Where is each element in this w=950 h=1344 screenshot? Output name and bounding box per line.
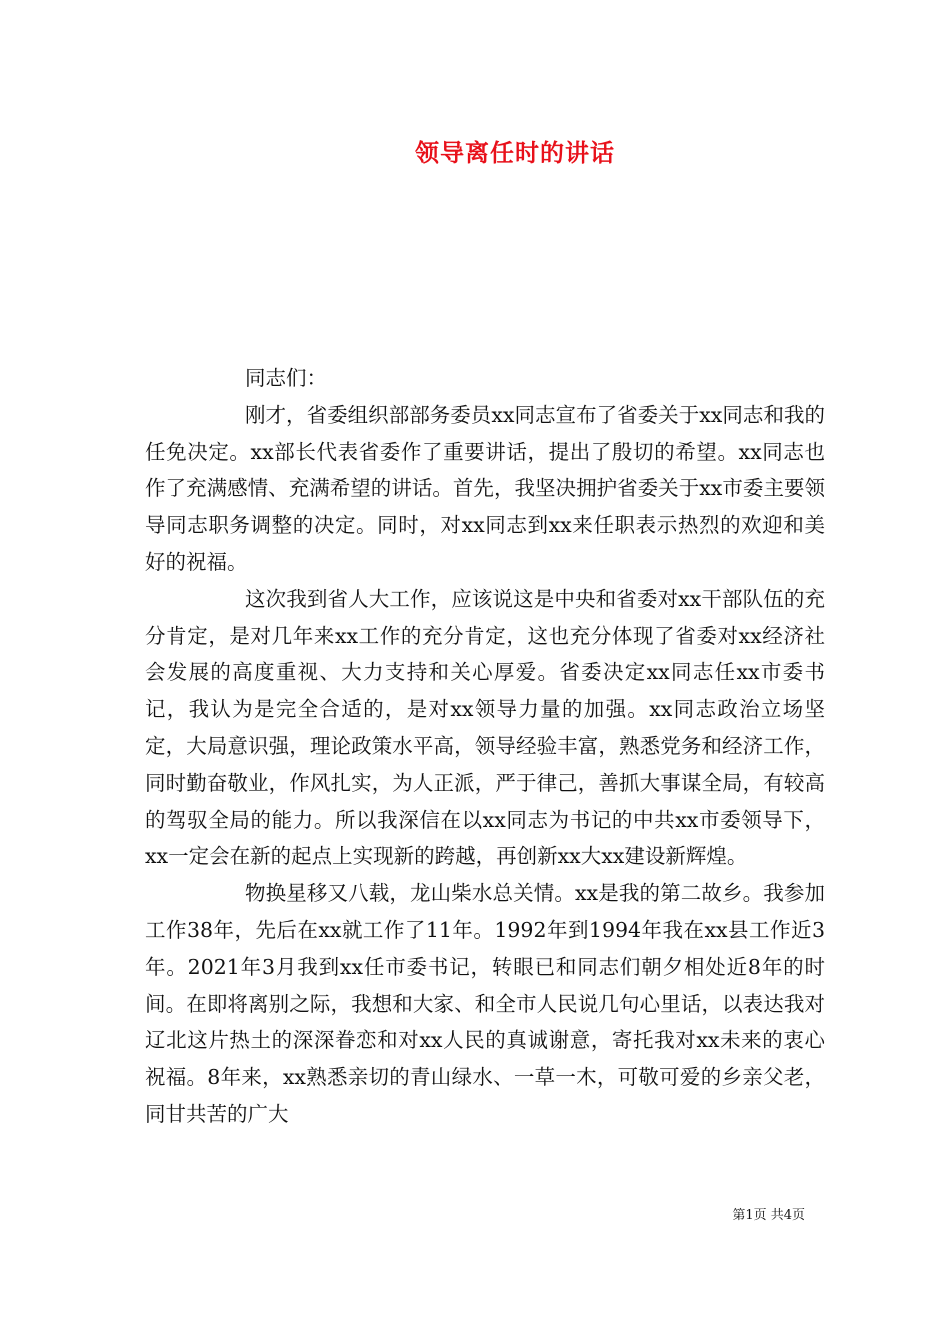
greeting-line: 同志们：	[245, 366, 327, 390]
document-title: 领导离任时的讲话	[415, 138, 615, 167]
body-paragraph: 这次我到省人大工作，应该说这是中央和省委对xx干部队伍的充分肯定，是对几年来xx工作的充分肯定，这也充分体现了省委对xx经济社会发展的高度重视、大力支持和关心厚爱。省委决定xx同志任xx市委书记，我认为是完全合适的，是对xx领导力量的加强。xx同志政治立场坚定，大局意识强，理论政策水平高，领导经验丰富，熟悉党务和经济工作，同时勤奋敬业，作风扎实，为人正派，严于律己，善抓大事谋全局，有较高的驾驭全局的能力。所以我深信在以xx同志为书记的中共xx市委领导下，xx一定会在新的起点上实现新的跨越，再创新xx大xx建设新辉煌。	[145, 586, 825, 869]
document-body	[145, 360, 825, 1133]
body-paragraph: 刚才，省委组织部部务委员xx同志宣布了省委关于xx同志和我的任免决定。xx部长代表省委作了重要讲话，提出了殷切的希望。xx同志也作了充满感情、充满希望的讲话。首先，我坚决拥护省委关于xx市委主要领导同志职务调整的决定。同时，对xx同志到xx来任职表示热烈的欢迎和美好的祝福。	[145, 402, 825, 574]
body-paragraph: 物换星移又八载，龙山柴水总关情。xx是我的第二故乡。我参加工作38年，先后在xx就工作了11年。1992年到1994年我在xx县工作近3年。2021年3月我到xx任市委书记，转眼已和同志们朝夕相处近8年的时间。在即将离别之际，我想和大家、和全市人民说几句心里话，以表达我对辽北这片热土的深深眷恋和对xx人民的真诚谢意，寄托我对xx未来的衷心祝福。8年来，xx熟悉亲切的青山绿水、一草一木，可敬可爱的乡亲父老，同甘共苦的广大	[145, 881, 825, 1126]
page-number-footer: 第1页 共4页	[732, 1208, 805, 1223]
